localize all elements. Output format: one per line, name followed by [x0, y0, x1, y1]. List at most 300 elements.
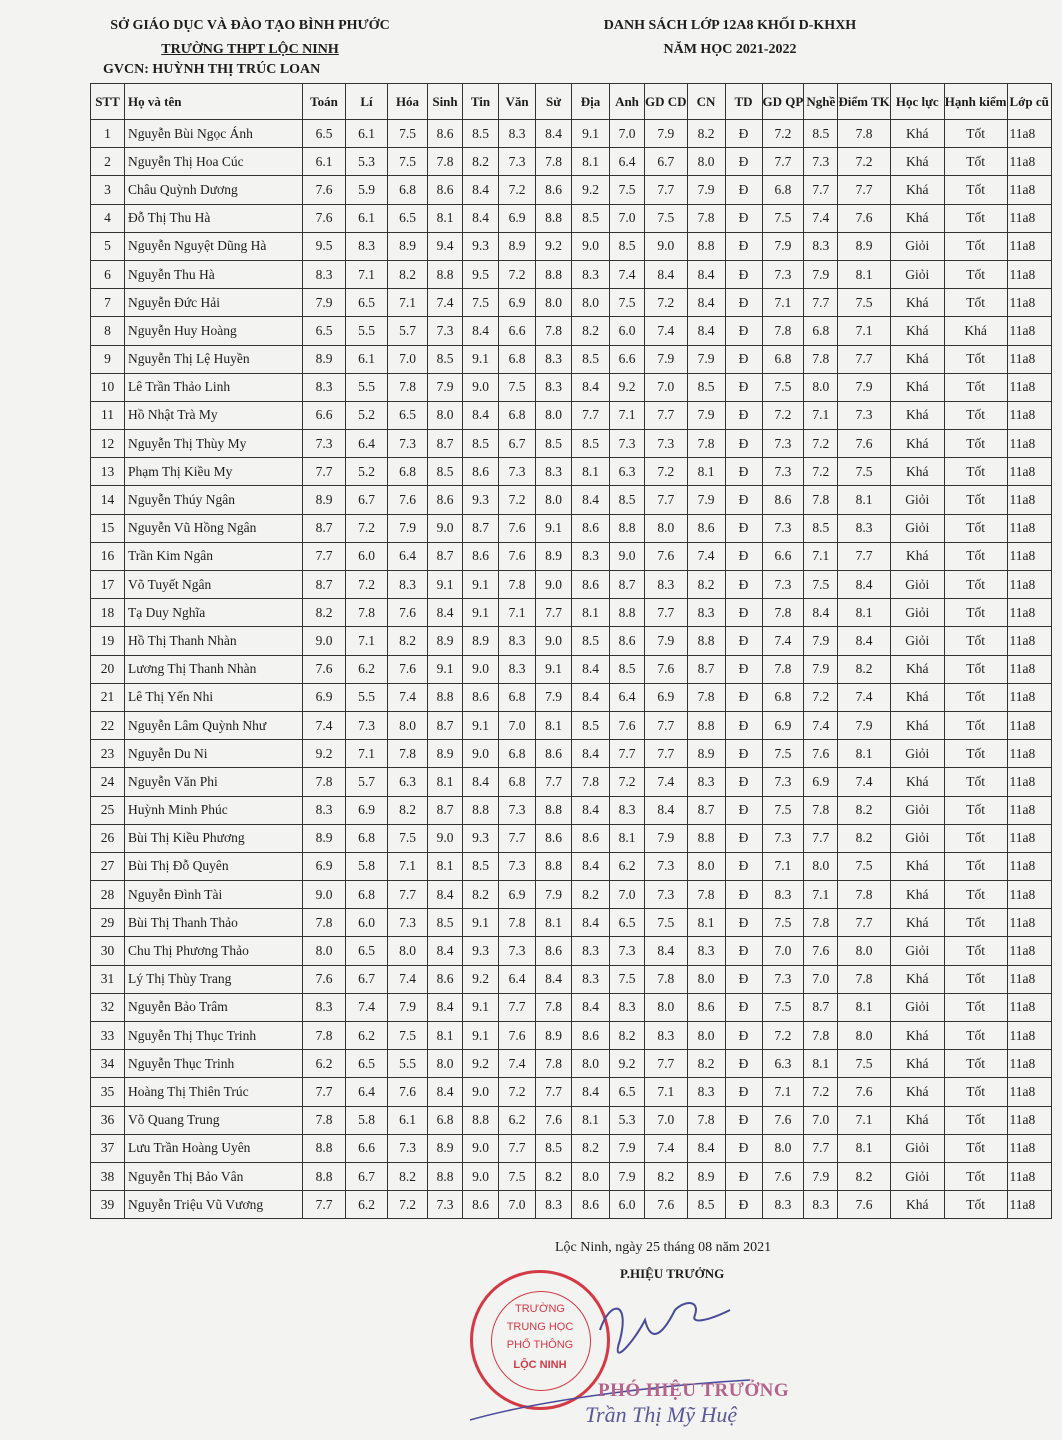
- table-cell: 7.8: [838, 120, 890, 148]
- table-cell: Đ: [725, 852, 762, 880]
- table-cell: 8.5: [463, 852, 499, 880]
- table-cell: 22: [91, 711, 125, 739]
- table-cell: 14: [91, 486, 125, 514]
- table-cell: 7.8: [572, 768, 610, 796]
- table-cell: 7.3: [762, 430, 804, 458]
- table-cell: 7.7: [303, 458, 346, 486]
- table-cell: 8.4: [463, 768, 499, 796]
- table-cell: 8.3: [610, 993, 645, 1021]
- table-cell: 8.5: [804, 120, 838, 148]
- table-cell: 6.9: [762, 711, 804, 739]
- table-cell: 8.8: [463, 796, 499, 824]
- table-cell: Tốt: [944, 711, 1007, 739]
- table-cell: 8.0: [428, 1050, 463, 1078]
- table-cell: Giỏi: [890, 599, 944, 627]
- table-cell: 8.8: [687, 711, 725, 739]
- table-cell: 7.7: [499, 824, 536, 852]
- table-cell: 8.9: [536, 542, 572, 570]
- table-cell: 8.2: [687, 1050, 725, 1078]
- table-cell: 11a8: [1007, 204, 1051, 232]
- table-cell: 8.3: [572, 542, 610, 570]
- table-cell: 7.3: [762, 514, 804, 542]
- table-cell: 8.3: [303, 993, 346, 1021]
- table-cell: 8.3: [536, 1191, 572, 1219]
- table-cell: 9.0: [536, 571, 572, 599]
- table-cell: 7.8: [804, 486, 838, 514]
- table-cell: 8.3: [610, 796, 645, 824]
- table-cell: 8.2: [838, 655, 890, 683]
- table-cell: 6.0: [346, 909, 388, 937]
- table-cell: 9.0: [428, 824, 463, 852]
- student-name-cell: Võ Tuyết Ngân: [125, 571, 303, 599]
- student-name-cell: Nguyễn Thục Trinh: [125, 1050, 303, 1078]
- table-cell: 8.6: [536, 176, 572, 204]
- table-cell: 7.6: [388, 599, 428, 627]
- table-cell: Tốt: [944, 1134, 1007, 1162]
- table-cell: 7.7: [804, 176, 838, 204]
- table-cell: 7.3: [388, 909, 428, 937]
- table-cell: 7.0: [645, 1106, 688, 1134]
- table-cell: 8.4: [463, 204, 499, 232]
- table-cell: 8.4: [645, 937, 688, 965]
- table-cell: Khá: [890, 317, 944, 345]
- table-row: [91, 740, 1052, 768]
- table-row: [91, 937, 1052, 965]
- table-cell: 7.3: [428, 1191, 463, 1219]
- table-cell: 39: [91, 1191, 125, 1219]
- table-cell: 8.9: [687, 740, 725, 768]
- table-cell: 9.2: [572, 176, 610, 204]
- table-cell: 7.3: [645, 852, 688, 880]
- table-cell: Đ: [725, 148, 762, 176]
- table-cell: 8.7: [610, 571, 645, 599]
- table-row: [91, 232, 1052, 260]
- table-cell: 8.2: [687, 120, 725, 148]
- table-cell: 8.6: [762, 486, 804, 514]
- table-cell: Đ: [725, 711, 762, 739]
- table-cell: Khá: [890, 1191, 944, 1219]
- table-cell: Đ: [725, 514, 762, 542]
- table-cell: 7.4: [645, 1134, 688, 1162]
- table-cell: 8.3: [645, 1022, 688, 1050]
- table-cell: Khá: [890, 148, 944, 176]
- table-cell: Đ: [725, 571, 762, 599]
- table-cell: 7.8: [303, 1106, 346, 1134]
- student-name-cell: Huỳnh Minh Phúc: [125, 796, 303, 824]
- table-cell: Giỏi: [890, 1162, 944, 1190]
- table-cell: 6.8: [388, 458, 428, 486]
- table-cell: 8.6: [687, 993, 725, 1021]
- table-cell: 7.6: [303, 204, 346, 232]
- table-row: [91, 401, 1052, 429]
- table-cell: 8.0: [687, 148, 725, 176]
- table-cell: Tốt: [944, 852, 1007, 880]
- table-cell: 7.3: [762, 571, 804, 599]
- table-cell: 11a8: [1007, 993, 1051, 1021]
- table-cell: 7.8: [687, 881, 725, 909]
- table-cell: 21: [91, 683, 125, 711]
- table-cell: Tốt: [944, 599, 1007, 627]
- table-cell: 7.7: [838, 542, 890, 570]
- table-cell: 5.8: [346, 852, 388, 880]
- table-cell: 7.5: [610, 289, 645, 317]
- column-header: Anh: [610, 84, 645, 120]
- table-cell: 8.4: [645, 260, 688, 288]
- table-cell: 11a8: [1007, 1162, 1051, 1190]
- table-cell: 7.3: [346, 711, 388, 739]
- table-cell: 7.7: [388, 881, 428, 909]
- table-cell: 7.9: [645, 627, 688, 655]
- table-cell: 8.7: [428, 430, 463, 458]
- table-cell: 11a8: [1007, 1134, 1051, 1162]
- table-cell: 8.6: [610, 627, 645, 655]
- student-name-cell: Lê Thị Yến Nhi: [125, 683, 303, 711]
- table-cell: Khá: [890, 401, 944, 429]
- table-cell: 5.5: [346, 373, 388, 401]
- table-cell: 7.8: [804, 796, 838, 824]
- class-list-table: [90, 83, 1052, 1219]
- table-cell: 7.9: [687, 401, 725, 429]
- table-cell: 7.3: [499, 458, 536, 486]
- table-cell: 8.9: [428, 740, 463, 768]
- table-cell: Giỏi: [890, 993, 944, 1021]
- table-cell: 7.2: [804, 683, 838, 711]
- table-cell: 6.3: [610, 458, 645, 486]
- table-cell: 8.6: [536, 824, 572, 852]
- table-row: [91, 796, 1052, 824]
- table-row: [91, 430, 1052, 458]
- table-cell: Tốt: [944, 345, 1007, 373]
- student-name-cell: Lương Thị Thanh Nhàn: [125, 655, 303, 683]
- table-cell: 7.5: [463, 289, 499, 317]
- table-cell: Giỏi: [890, 514, 944, 542]
- table-cell: 8.7: [804, 993, 838, 1021]
- table-cell: 6.1: [346, 204, 388, 232]
- column-header: Điểm TK: [838, 84, 890, 120]
- table-cell: 11a8: [1007, 909, 1051, 937]
- table-cell: 7.6: [838, 204, 890, 232]
- table-cell: 3: [91, 176, 125, 204]
- table-cell: 7.2: [645, 458, 688, 486]
- table-cell: 7.9: [610, 1134, 645, 1162]
- table-row: [91, 711, 1052, 739]
- table-cell: 9.0: [463, 740, 499, 768]
- table-cell: Tốt: [944, 401, 1007, 429]
- table-cell: 17: [91, 571, 125, 599]
- table-cell: Đ: [725, 1050, 762, 1078]
- table-cell: 8.3: [536, 373, 572, 401]
- table-cell: Đ: [725, 993, 762, 1021]
- table-cell: 7.8: [687, 430, 725, 458]
- table-cell: 8.4: [463, 401, 499, 429]
- table-cell: 8.2: [572, 317, 610, 345]
- table-cell: 6.9: [346, 796, 388, 824]
- table-cell: 6.4: [346, 430, 388, 458]
- table-cell: 8.9: [463, 627, 499, 655]
- stamp-line: TRƯỜNG: [515, 1303, 565, 1315]
- table-cell: 27: [91, 852, 125, 880]
- table-cell: 8.2: [838, 796, 890, 824]
- table-cell: 5.3: [610, 1106, 645, 1134]
- table-cell: 19: [91, 627, 125, 655]
- table-cell: 7.8: [762, 599, 804, 627]
- table-cell: 8.5: [610, 486, 645, 514]
- table-cell: 7.9: [804, 655, 838, 683]
- table-cell: 6.1: [346, 120, 388, 148]
- table-row: [91, 1162, 1052, 1190]
- student-name-cell: Bùi Thị Đỗ Quyên: [125, 852, 303, 880]
- table-cell: 8.6: [572, 571, 610, 599]
- table-cell: Đ: [725, 345, 762, 373]
- table-cell: 7.8: [804, 909, 838, 937]
- table-cell: 8.5: [572, 711, 610, 739]
- table-cell: Tốt: [944, 373, 1007, 401]
- table-cell: 7.5: [499, 1162, 536, 1190]
- table-cell: Tốt: [944, 740, 1007, 768]
- table-cell: 7.8: [388, 373, 428, 401]
- table-cell: 7.2: [499, 486, 536, 514]
- table-cell: 7.4: [499, 1050, 536, 1078]
- table-cell: 9.2: [536, 232, 572, 260]
- table-cell: 7.5: [388, 1022, 428, 1050]
- table-cell: 32: [91, 993, 125, 1021]
- table-cell: 11a8: [1007, 599, 1051, 627]
- table-cell: 11: [91, 401, 125, 429]
- table-cell: 8.7: [687, 655, 725, 683]
- table-cell: 6.4: [610, 683, 645, 711]
- table-cell: Khá: [890, 852, 944, 880]
- table-cell: Tốt: [944, 289, 1007, 317]
- table-cell: 7.4: [388, 965, 428, 993]
- table-cell: 8.6: [572, 1022, 610, 1050]
- table-cell: Tốt: [944, 683, 1007, 711]
- table-cell: 8.1: [536, 711, 572, 739]
- table-cell: 8.2: [572, 1134, 610, 1162]
- student-name-cell: Chu Thị Phương Thảo: [125, 937, 303, 965]
- table-cell: 8.4: [463, 317, 499, 345]
- table-cell: 7.4: [804, 711, 838, 739]
- table-cell: 7.0: [610, 204, 645, 232]
- table-cell: 38: [91, 1162, 125, 1190]
- table-cell: 11a8: [1007, 740, 1051, 768]
- table-row: [91, 683, 1052, 711]
- student-name-cell: Nguyễn Thị Thục Trinh: [125, 1022, 303, 1050]
- table-cell: Đ: [725, 1078, 762, 1106]
- table-cell: 8.0: [536, 401, 572, 429]
- student-name-cell: Nguyễn Du Ni: [125, 740, 303, 768]
- table-cell: 6.7: [346, 965, 388, 993]
- table-cell: 6.9: [303, 852, 346, 880]
- table-cell: 8.7: [428, 711, 463, 739]
- table-cell: 8.8: [610, 599, 645, 627]
- table-cell: 7.4: [388, 683, 428, 711]
- table-cell: 8.3: [572, 260, 610, 288]
- table-cell: 9.1: [463, 909, 499, 937]
- table-cell: 8.3: [838, 514, 890, 542]
- table-cell: Khá: [890, 1022, 944, 1050]
- table-cell: 8.2: [388, 627, 428, 655]
- table-cell: 8.5: [610, 232, 645, 260]
- table-cell: 6.4: [610, 148, 645, 176]
- student-name-cell: Đỗ Thị Thu Hà: [125, 204, 303, 232]
- table-cell: 8.0: [572, 1050, 610, 1078]
- table-cell: 11a8: [1007, 373, 1051, 401]
- table-cell: Tốt: [944, 1106, 1007, 1134]
- table-row: [91, 768, 1052, 796]
- table-cell: 6.1: [388, 1106, 428, 1134]
- table-cell: Tốt: [944, 881, 1007, 909]
- table-cell: 8.5: [463, 120, 499, 148]
- table-cell: 9.1: [463, 1022, 499, 1050]
- table-cell: 8.4: [572, 993, 610, 1021]
- table-cell: 7.3: [610, 430, 645, 458]
- table-cell: 4: [91, 204, 125, 232]
- table-cell: 8.1: [428, 204, 463, 232]
- table-cell: 7.8: [536, 148, 572, 176]
- table-cell: Tốt: [944, 232, 1007, 260]
- table-cell: 8.5: [536, 1134, 572, 1162]
- table-cell: Đ: [725, 317, 762, 345]
- table-cell: 7.3: [838, 401, 890, 429]
- table-cell: Đ: [725, 796, 762, 824]
- column-header: Sử: [536, 84, 572, 120]
- table-cell: 11a8: [1007, 796, 1051, 824]
- table-cell: 7.8: [499, 571, 536, 599]
- table-cell: 9.0: [463, 655, 499, 683]
- table-cell: 5: [91, 232, 125, 260]
- student-name-cell: Nguyễn Thu Hà: [125, 260, 303, 288]
- table-cell: 8.0: [838, 1022, 890, 1050]
- table-cell: 6.0: [610, 1191, 645, 1219]
- table-cell: 8.4: [428, 881, 463, 909]
- table-cell: 7.1: [388, 852, 428, 880]
- table-cell: 8.9: [838, 232, 890, 260]
- table-cell: 12: [91, 430, 125, 458]
- table-cell: 7.5: [762, 373, 804, 401]
- table-cell: 9.5: [303, 232, 346, 260]
- school-name: TRƯỜNG THPT LỘC NINH: [161, 42, 339, 57]
- table-cell: 7.6: [762, 1162, 804, 1190]
- table-cell: 7.2: [838, 148, 890, 176]
- table-cell: 7.3: [499, 148, 536, 176]
- table-cell: Khá: [890, 176, 944, 204]
- table-cell: 9.0: [645, 232, 688, 260]
- table-cell: 8.5: [572, 430, 610, 458]
- table-cell: 7.1: [346, 627, 388, 655]
- table-cell: 8.1: [687, 909, 725, 937]
- table-cell: 7.8: [303, 768, 346, 796]
- table-cell: 7.4: [610, 260, 645, 288]
- table-cell: 30: [91, 937, 125, 965]
- table-cell: 9.1: [536, 514, 572, 542]
- table-cell: 9.3: [463, 937, 499, 965]
- table-cell: 7.5: [762, 993, 804, 1021]
- table-cell: 9.2: [610, 1050, 645, 1078]
- table-cell: 7.9: [687, 486, 725, 514]
- table-cell: Khá: [890, 909, 944, 937]
- table-cell: 7.7: [804, 1134, 838, 1162]
- table-cell: Tốt: [944, 768, 1007, 796]
- table-cell: Đ: [725, 881, 762, 909]
- table-cell: Giỏi: [890, 740, 944, 768]
- table-cell: 8.0: [645, 514, 688, 542]
- table-cell: 8.2: [388, 1162, 428, 1190]
- table-cell: 7.7: [303, 542, 346, 570]
- table-cell: 8.8: [687, 232, 725, 260]
- table-row: [91, 909, 1052, 937]
- student-name-cell: Nguyễn Đình Tài: [125, 881, 303, 909]
- table-cell: 7.3: [762, 458, 804, 486]
- table-cell: 7.8: [645, 965, 688, 993]
- table-cell: 6.8: [499, 740, 536, 768]
- table-cell: 7.5: [388, 824, 428, 852]
- table-row: [91, 1191, 1052, 1219]
- table-cell: 7.6: [303, 965, 346, 993]
- table-row: [91, 204, 1052, 232]
- table-cell: Tốt: [944, 824, 1007, 852]
- table-cell: 6.2: [346, 655, 388, 683]
- table-cell: 6: [91, 260, 125, 288]
- table-cell: 7.6: [804, 937, 838, 965]
- table-cell: Khá: [890, 542, 944, 570]
- table-cell: 6.9: [303, 683, 346, 711]
- table-cell: 7.8: [536, 317, 572, 345]
- table-cell: 16: [91, 542, 125, 570]
- table-cell: Đ: [725, 232, 762, 260]
- table-cell: 8.5: [428, 909, 463, 937]
- table-header-row: [91, 84, 1052, 120]
- table-cell: 8.0: [428, 401, 463, 429]
- table-cell: Khá: [890, 655, 944, 683]
- table-cell: 6.8: [804, 317, 838, 345]
- table-cell: 8.4: [645, 796, 688, 824]
- table-cell: 8.8: [536, 204, 572, 232]
- stamp-line: TRUNG HỌC: [506, 1321, 574, 1333]
- table-cell: 7.8: [687, 1106, 725, 1134]
- table-cell: 6.8: [499, 683, 536, 711]
- table-cell: 8.4: [572, 796, 610, 824]
- table-cell: 7.5: [762, 740, 804, 768]
- table-cell: 8.9: [428, 1134, 463, 1162]
- table-cell: 7.6: [804, 740, 838, 768]
- student-name-cell: Nguyễn Đức Hải: [125, 289, 303, 317]
- column-header: Hạnh kiểm: [944, 84, 1007, 120]
- table-cell: 26: [91, 824, 125, 852]
- table-cell: 13: [91, 458, 125, 486]
- table-cell: 11a8: [1007, 232, 1051, 260]
- table-cell: 9.1: [572, 120, 610, 148]
- table-cell: Tốt: [944, 796, 1007, 824]
- table-cell: 8.4: [536, 120, 572, 148]
- table-cell: 9.0: [463, 1162, 499, 1190]
- table-cell: Khá: [890, 965, 944, 993]
- table-cell: 8.9: [687, 1162, 725, 1190]
- table-cell: 5.5: [346, 317, 388, 345]
- table-cell: Giỏi: [890, 260, 944, 288]
- table-row: [91, 148, 1052, 176]
- table-cell: 8.4: [687, 317, 725, 345]
- table-cell: Tốt: [944, 120, 1007, 148]
- table-row: [91, 993, 1052, 1021]
- table-cell: Khá: [890, 289, 944, 317]
- table-cell: 8.3: [536, 458, 572, 486]
- table-row: [91, 965, 1052, 993]
- column-header: Học lực: [890, 84, 944, 120]
- table-cell: 8.3: [572, 965, 610, 993]
- table-cell: 6.9: [499, 881, 536, 909]
- table-cell: 9.0: [303, 627, 346, 655]
- table-cell: 7.9: [804, 1162, 838, 1190]
